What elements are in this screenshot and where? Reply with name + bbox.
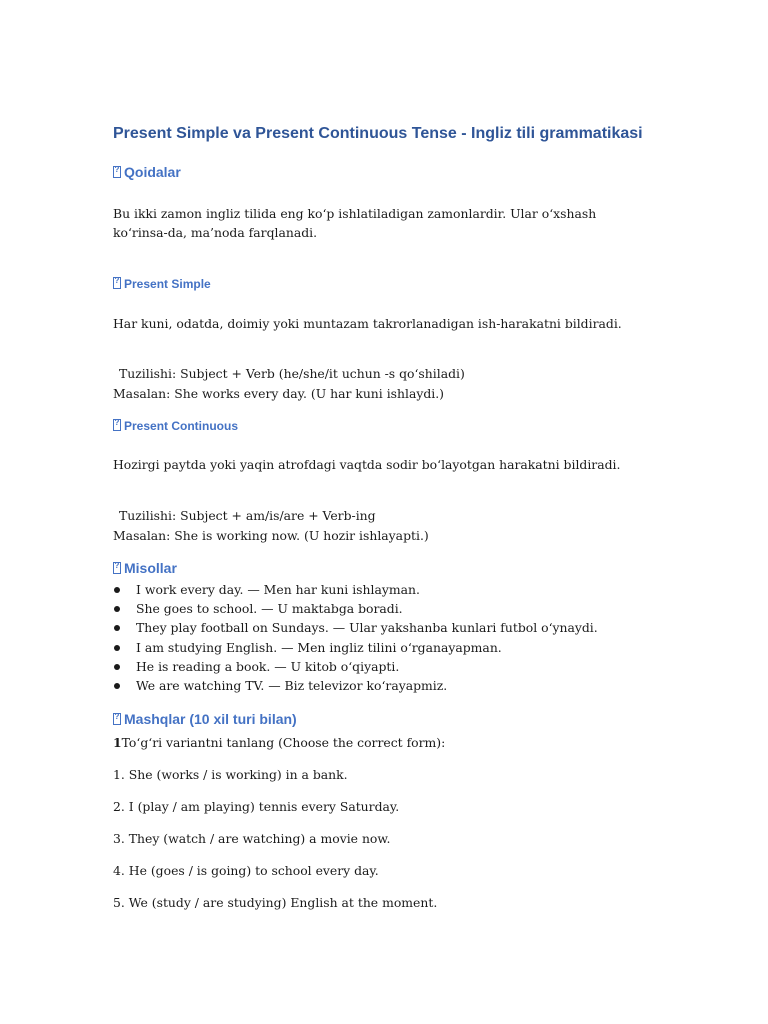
mashqlar-heading-text: Mashqlar (10 xil turi bilan)	[124, 711, 297, 727]
present-continuous-heading-text: Present Continuous	[124, 419, 239, 433]
mashqlar-heading	[113, 711, 297, 727]
exercise-item: 1. She (works / is working) in a bank.	[113, 767, 348, 782]
task-number: 1	[113, 735, 122, 750]
bullet-icon	[114, 645, 120, 651]
present-simple-structure: Tuzilishi: Subject + Verb (he/she/it uchun -s qo‘shiladi)	[119, 366, 465, 381]
list-item	[113, 638, 598, 657]
missing-glyph-icon	[113, 713, 121, 725]
bullet-icon	[114, 606, 120, 612]
list-item-text: He is reading a book. — U kitob o‘qiyapti.	[136, 658, 400, 674]
exercise-item: 2. I (play / am playing) tennis every Saturday.	[113, 799, 400, 814]
present-continuous-heading	[113, 419, 238, 433]
present-simple-heading-text: Present Simple	[124, 277, 211, 291]
list-item	[113, 599, 598, 618]
misollar-heading	[113, 560, 177, 576]
list-item	[113, 580, 598, 599]
missing-glyph-icon	[113, 419, 121, 431]
present-continuous-description: Hozirgi paytda yoki yaqin atrofdagi vaqtda sodir bo‘layotgan harakatni bildiradi.	[113, 457, 621, 472]
present-simple-description: Har kuni, odatda, doimiy yoki muntazam takrorlanadigan ish-harakatni bildiradi.	[113, 316, 622, 331]
missing-glyph-icon	[113, 562, 121, 574]
present-continuous-example: Masalan: She is working now. (U hozir ishlayapti.)	[113, 528, 429, 543]
exercise-item: 4. He (goes / is going) to school every day.	[113, 863, 379, 878]
list-item	[113, 676, 598, 695]
missing-glyph-icon	[113, 277, 121, 289]
list-item-text: I work every day. — Men har kuni ishlayman.	[136, 582, 420, 597]
list-item	[113, 657, 598, 676]
examples-list	[113, 580, 598, 695]
qoidalar-heading-text: Qoidalar	[124, 164, 181, 180]
exercise-task	[113, 733, 445, 752]
exercise-item: 3. They (watch / are watching) a movie now.	[113, 831, 391, 846]
misollar-heading-text: Misollar	[124, 560, 177, 576]
list-item	[113, 618, 598, 637]
missing-glyph-icon	[113, 166, 121, 178]
list-item-text: I am studying English. — Men ingliz tilini o‘rganayapman.	[136, 639, 502, 655]
present-simple-heading	[113, 277, 211, 291]
page-title: Present Simple va Present Continuous Tense - Ingliz tili grammatikasi	[113, 125, 643, 142]
exercise-item: 5. We (study / are studying) English at the moment.	[113, 895, 438, 910]
bullet-icon	[114, 664, 120, 670]
present-continuous-structure: Tuzilishi: Subject + am/is/are + Verb-ing	[119, 508, 376, 523]
list-item-text: They play football on Sundays. — Ular yakshanba kunlari futbol o‘ynaydi.	[136, 620, 598, 636]
bullet-icon	[114, 625, 120, 631]
bullet-icon	[114, 587, 120, 593]
list-item-text: She goes to school. — U maktabga boradi.	[136, 601, 403, 617]
qoidalar-intro: Bu ikki zamon ingliz tilida eng ko‘p ishlatiladigan zamonlardir. Ular o‘xshash ko‘rinsa-da, ma’noda farqlanadi.	[113, 206, 597, 240]
bullet-icon	[114, 683, 120, 689]
present-simple-example: Masalan: She works every day. (U har kuni ishlaydi.)	[113, 386, 445, 401]
task-text: To‘g‘ri variantni tanlang (Choose the correct form):	[121, 735, 446, 750]
list-item-text: We are watching TV. — Biz televizor ko‘rayapmiz.	[136, 678, 448, 694]
qoidalar-heading	[113, 164, 181, 180]
